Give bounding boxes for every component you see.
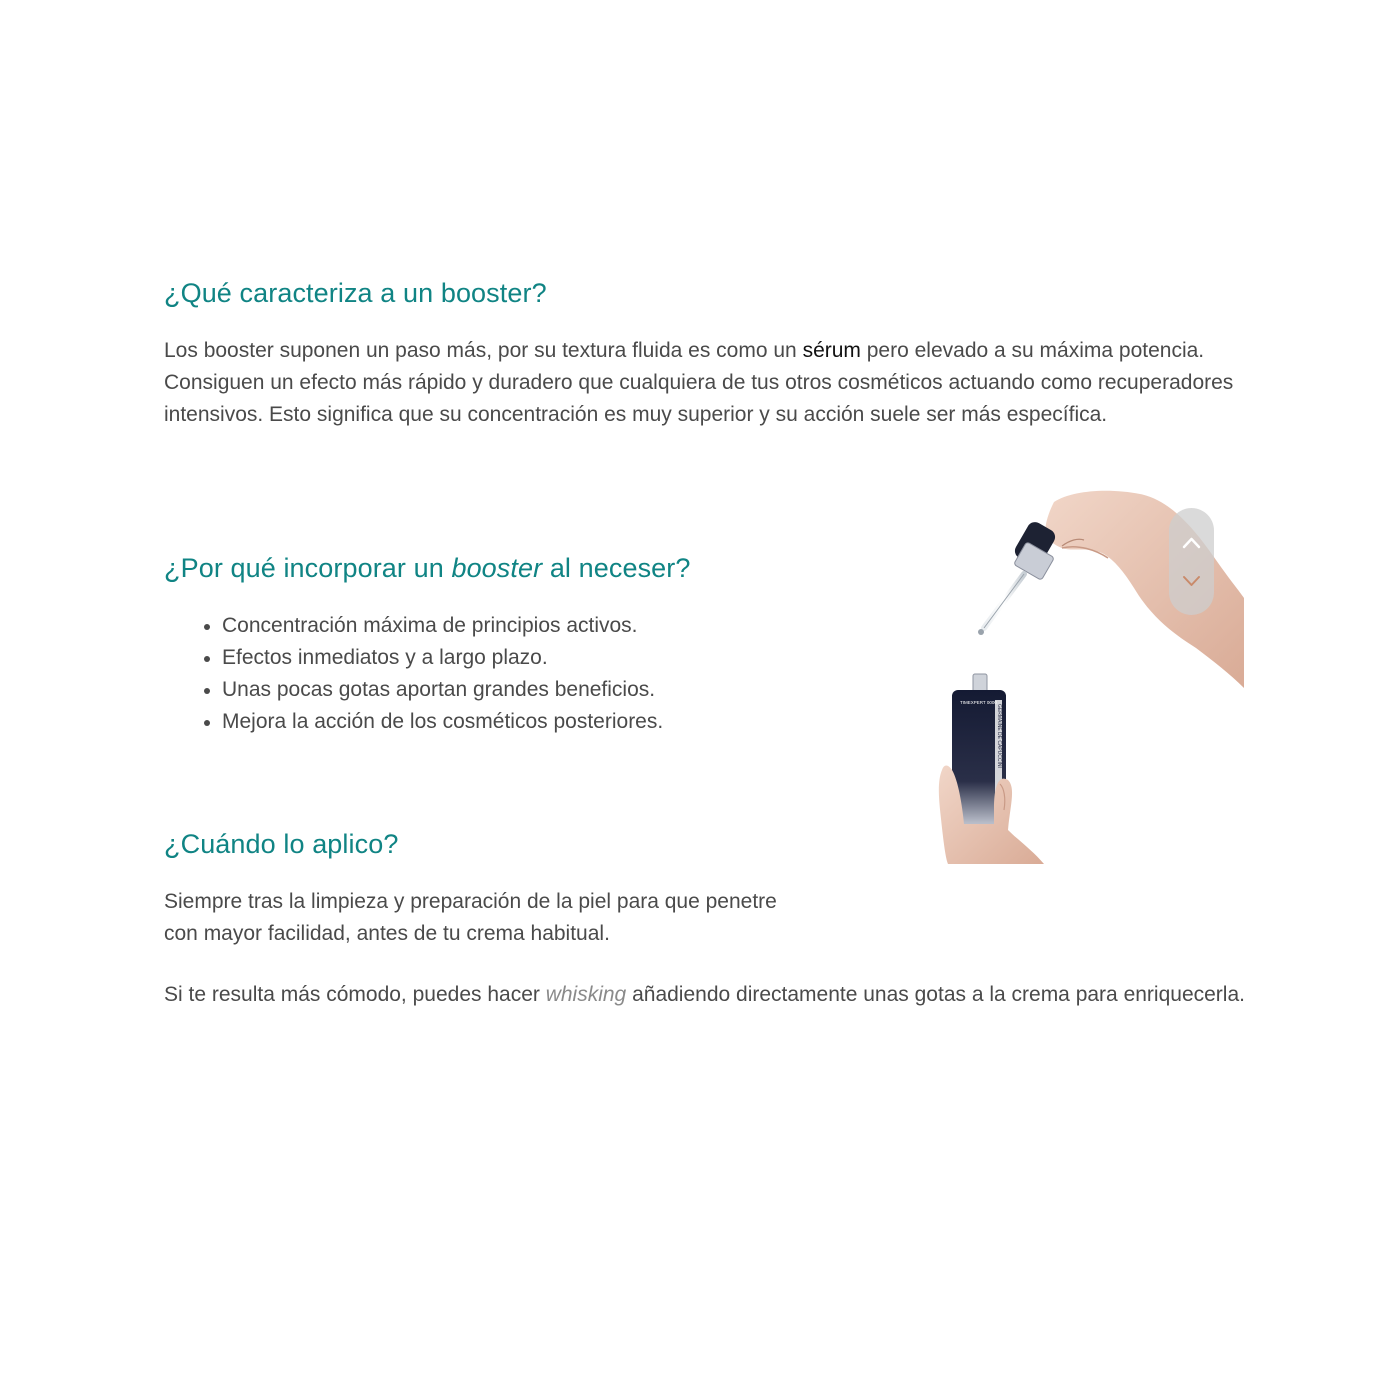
scroll-control bbox=[1169, 508, 1214, 615]
list-item: Concentración máxima de principios activos. bbox=[222, 610, 663, 642]
list-item: Efectos inmediatos y a largo plazo. bbox=[222, 642, 663, 674]
paragraph-when-apply: Siempre tras la limpieza y preparación de la piel para que penetre con mayor facilidad, antes de tu crema habitual. bbox=[164, 890, 777, 945]
text-fragment: añadiendo directamente unas gotas a la crema para enriquecerla. bbox=[626, 983, 1245, 1006]
benefits-list bbox=[164, 610, 663, 738]
text-fragment: pero elevado a su máxima potencia. Consiguen un efecto más rápido y duradero que cualquiera de tus otros cosméticos actuando como recuperadores intensivos. Esto significa que su concentración es muy superior y su acción suele ser más específica. bbox=[164, 339, 1234, 426]
list-item: Mejora la acción de los cosméticos posteriores. bbox=[222, 706, 663, 738]
paragraph-what-is-booster bbox=[164, 335, 1246, 431]
booster-emphasis: booster bbox=[451, 553, 543, 583]
upper-hand bbox=[1046, 491, 1244, 688]
paragraph-whisking bbox=[164, 979, 1246, 1011]
chevron-down-icon[interactable] bbox=[1181, 574, 1202, 588]
heading-what-is-booster: ¿Qué caracteriza a un booster? bbox=[164, 278, 547, 308]
heading-when-apply: ¿Cuándo lo aplico? bbox=[164, 829, 399, 859]
heading-why-booster bbox=[164, 553, 691, 584]
bottle-label-text: TIMEXPERT 0000 bbox=[960, 700, 997, 705]
whisking-emphasis: whisking bbox=[545, 983, 627, 1006]
text-fragment: Si te resulta más cómodo, puedes hacer bbox=[164, 983, 546, 1006]
chevron-up-icon[interactable] bbox=[1181, 536, 1202, 550]
bottle-brand-text: GERMAINE DE CAPUCCINI bbox=[996, 704, 1002, 768]
dropper-pipette bbox=[978, 519, 1058, 635]
text-fragment: ¿Por qué incorporar un bbox=[164, 553, 452, 583]
serum-link[interactable]: sérum bbox=[802, 339, 861, 362]
text-fragment: al neceser? bbox=[542, 553, 691, 583]
text-fragment: Los booster suponen un paso más, por su textura fluida es como un bbox=[164, 339, 803, 362]
list-item: Unas pocas gotas aportan grandes beneficios. bbox=[222, 674, 663, 706]
